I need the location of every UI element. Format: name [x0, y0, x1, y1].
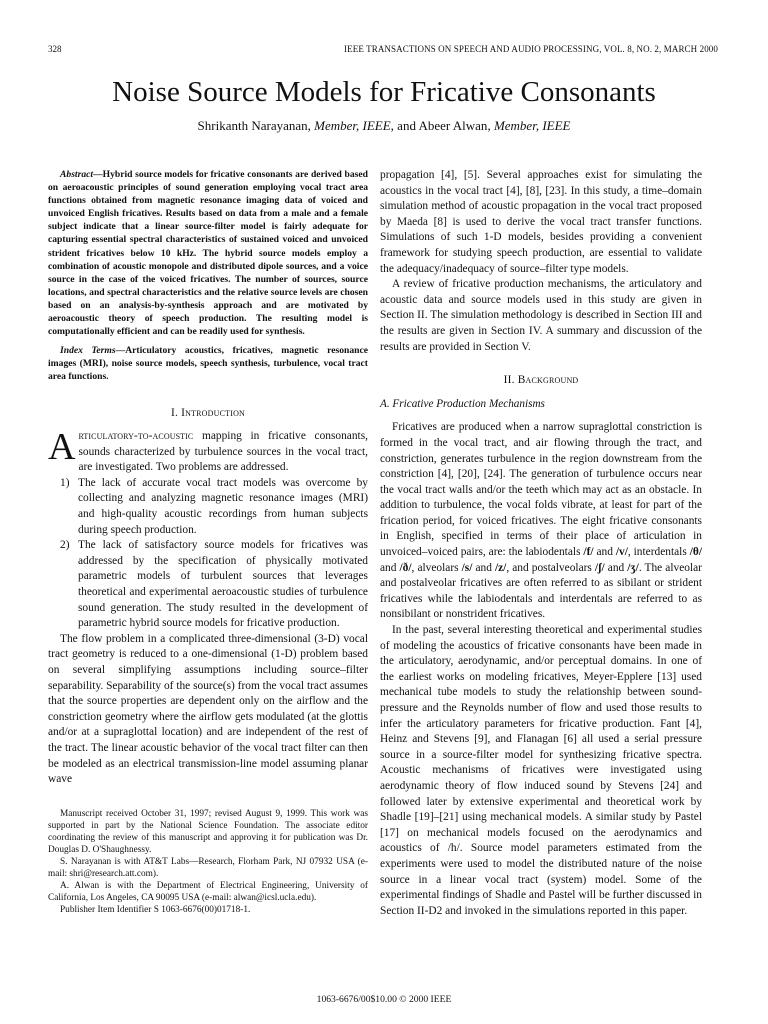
- section-1-numeral: I.: [170, 406, 178, 419]
- subsection-heading: A. Fricative Production Mechanisms: [380, 397, 545, 410]
- bg-label: , and postalveolars: [506, 561, 595, 574]
- list-item: [48, 476, 368, 538]
- background-paragraph-1: [380, 420, 702, 623]
- footnotes: [48, 808, 368, 916]
- section-1-initial: I: [181, 406, 186, 419]
- list-item-number: 2): [60, 539, 70, 552]
- background-paragraph-2: In the past, several interesting theoretical and experimental studies of modeling the acoustics of fricative consonants have been made in the articulatory, aerodynamic, and/or perceptual domains. In one of the earliest works on modeling fricatives, Meyer-Epplere [13] used mechanical tube models to study the relationship between sound-pressure and the Reynolds number of flow and used those results to infer the articulatory parameters for fricative production. Fant [4], Heinz and Stevens [9], and Flanagan [6] all used a serial pressure source in a source-filter model for synthesizing fricative spectra. Acoustic mechanisms of fricatives were investigated using aerodynamic theory of flow induced sound by Stevens [24] and followed later by extensive experimental and theoretical work by Shadle [19]–[21] using mechanical models. A similar study by Pastel [17] on mechanical models focused on the aerodynamics and acoustics of /h/. Source model parameters estimated from the experiments were used to model the distributed nature of the noise source in a linear vocal tract (system) model. Some of the experimental findings of Shadle and Pastel will be further discussed in Section II-D2 and invoked in the simulations reported in this paper.: [380, 624, 702, 917]
- author-2-affiliation: Member, IEEE: [493, 118, 571, 133]
- phoneme-z: /z/: [494, 561, 507, 574]
- intro-paragraph-2: The flow problem in a complicated three-dimensional (3-D) vocal tract geometry is reduced to a one-dimensional (1-D) problem based on several simplifying assumptions including source–filter separability. Separability of the source(s) from the vocal tract assumes that the source properties are dependent only on the airflow and the constriction geometry where the airflow gets modulated (at the glottis and/or at a supraglottal location) and are independent of the rest of the tract. The linear acoustic behavior of the vocal tract filter can then be modeled as an electrical transmission-line model assuming planar wave: [48, 632, 368, 786]
- abstract: Abstract—Hybrid source models for fricative consonants are derived based on aeroacoustic principles of sound generation employing vocal tract area functions obtained from magnetic resonance imaging data of voiced and unvoiced English fricatives. Results based on data from a male and a female subject indicate that a linear source-filter model is fairly adequate for capturing essential spectral characteristics of sustained voiced and unvoiced strident fricatives below 10 kHz. The hybrid source models employ a combination of acoustic monopole and distributed dipole sources, and a voice source in the case of the voiced fricatives. The number of sources, source locations, and spectral characteristics and the relative source levels are chosen based on an analysis-by-synthesis approach and are motivated by aeroacoustic theory of speech production. The resulting model is computationally efficient and can be readily used for synthesis.: [48, 169, 368, 338]
- section-1-heading: [48, 406, 368, 422]
- drop-cap: A: [48, 426, 76, 469]
- right-paragraph-1: propagation [4], [5]. Several approaches exist for simulating the acoustics in the vocal tract [4], [8], [23]. In this study, a time–domain simulation method of acoustic propagation in the vocal tract proposed by Maeda [8] is used to derive the vocal tract transfer functions. Simulations of such 1-D models, besides providing a convenient framework for studying speech production, are essential to validate the adequacy/inadequacy of source–filter type models.: [380, 169, 702, 275]
- problem-list: [48, 476, 368, 632]
- list-item: [48, 538, 368, 632]
- phoneme-s: /s/: [461, 561, 473, 574]
- list-item-text: The lack of accurate vocal tract models was overcome by collecting and analyzing magnetic resonance images (MRI) and high-quality acoustic recordings from human subjects during speech production.: [78, 476, 368, 536]
- section-2-name: ackground: [525, 374, 579, 387]
- bg-label: , interdentals: [627, 546, 690, 559]
- index-terms-lead: Index Terms: [60, 345, 116, 357]
- right-column: [380, 168, 702, 919]
- phoneme-f: /f/: [583, 546, 594, 559]
- paper-title: Noise Source Models for Fricative Consonants: [112, 76, 656, 108]
- phoneme-v: /v/: [615, 546, 628, 559]
- author-line: Shrikanth Narayanan, Member, IEEE, and Abeer Alwan, Member, IEEE: [197, 118, 571, 133]
- list-item-number: 1): [60, 476, 70, 489]
- footnote: Publisher Item Identifier S 1063-6676(00)01718-1.: [60, 904, 251, 915]
- index-terms-text: Articulatory acoustics, fricatives, magnetic resonance images (MRI), noise source models, speech synthesis, turbulence, vocal tract area functions.: [48, 345, 368, 383]
- section-2-numeral: II.: [503, 374, 515, 387]
- running-header: IEEE TRANSACTIONS ON SPEECH AND AUDIO PROCESSING, VOL. 8, NO. 2, MARCH 2000: [344, 44, 718, 54]
- conj: and: [593, 546, 616, 559]
- list-item-text: The lack of satisfactory source models for fricatives was addressed by the specification of physically motivated parametric models of turbulent sources that leverages theoretical and experimental aeroacoustic studies of turbulence sound generation. The study resulted in the development of parametric hybrid source models for fricative production.: [78, 539, 368, 630]
- conj: and: [472, 561, 495, 574]
- abstract-text: Hybrid source models for fricative consonants are derived based on aeroacoustic principles of sound generation employing vocal tract area functions obtained from magnetic resonance imaging data of voiced and unvoiced English fricatives. Results based on data from a male and a female subject indicate that a linear source-filter model is fairly adequate for capturing essential spectral characteristics of sustained voiced and unvoiced strident fricatives below 10 kHz. The hybrid source models employ a combination of acoustic monopole and distributed dipole sources, and a voice source in the case of the voiced fricatives. The number of sources, source locations, and spectral characteristics and the relative source levels are chosen based on an analysis-by-synthesis approach and are motivated by aeroacoustic theory of speech production. The resulting model is computationally efficient and can be readily used for synthesis.: [48, 169, 368, 338]
- footnote: A. Alwan is with the Department of Electrical Engineering, University of California, Los Angeles, CA 90095 USA (e-mail: alwan@icsl.ucla.edu).: [48, 880, 368, 903]
- intro-lead-words: rticulatory-to-acoustic: [78, 430, 194, 443]
- left-column: [48, 168, 368, 916]
- bg-text-a: Fricatives are produced when a narrow supraglottal constriction is formed in the vocal tract, and air flowing through the tract, and constriction, generates turbulence in the region downstream from the constriction [4], [20], [24]. The generation of turbulence occurs near the vocal tract walls and/or the teeth which may act as an obstacle. In addition to turbulence, the vocal folds vibrate, at least for part of the frication period, for voiced fricatives. The eight fricative consonants in English, specified in terms of their place of articulation in unvoiced–voiced pairs, are: the labiodentals: [380, 421, 702, 559]
- right-paragraph-2: A review of fricative production mechanisms, the articulatory and acoustic data and source models used in this study are given in Section II. The simulation methodology is described in Section III and the results are given in Section IV. A summary and discussion of the results are provided in Section V.: [380, 278, 702, 353]
- footnote: Manuscript received October 31, 1997; revised August 9, 1999. This work was supported in part by the National Science Foundation. The associate editor coordinating the review of this manuscript and approving it for publication was Dr. Douglas D. O'Shaughnessy.: [48, 808, 368, 855]
- section-1-name: ntroduction: [185, 406, 246, 419]
- abstract-lead: Abstract: [60, 169, 94, 180]
- author-1-name: Shrikanth Narayanan: [197, 118, 308, 133]
- phoneme-sh: /ʃ/: [594, 561, 605, 574]
- phoneme-eth: /ð/: [399, 561, 412, 574]
- author-2-name: Abeer Alwan: [418, 118, 488, 133]
- intro-paragraph-1: [48, 426, 368, 476]
- author-conjunction: , and: [390, 118, 419, 133]
- index-terms: Index Terms—Articulatory acoustics, fricatives, magnetic resonance images (MRI), noise source models, speech synthesis, turbulence, vocal tract area functions.: [48, 345, 368, 383]
- author-1-affiliation: Member, IEEE: [314, 118, 391, 133]
- section-2-heading: [380, 373, 702, 389]
- page-number: 328: [48, 44, 62, 54]
- copyright-line: 1063-6676/00$10.00 © 2000 IEEE: [316, 994, 452, 1005]
- intro-text: mapping in fricative consonants, sounds characterized by turbulence sources in the vocal tract, are investigated. Two problems are addressed.: [78, 430, 368, 474]
- bg-text-b: . The alveolar and postalveolar fricatives are often referred to as sibilant or strident fricatives while the labiodentals and interdentals are referred to as nonsibilant or nonstrident fricatives.: [380, 561, 702, 621]
- phoneme-zh: /ʒ/: [627, 561, 639, 574]
- section-2-initial: B: [517, 374, 526, 387]
- phoneme-theta: /θ/: [689, 546, 702, 559]
- conj: and: [604, 561, 628, 574]
- footnote: S. Narayanan is with AT&T Labs—Research, Florham Park, NJ 07932 USA (e-mail: shri@research.att.com).: [48, 856, 368, 879]
- bg-label: , alveolars: [411, 561, 462, 574]
- conj: and: [380, 561, 400, 574]
